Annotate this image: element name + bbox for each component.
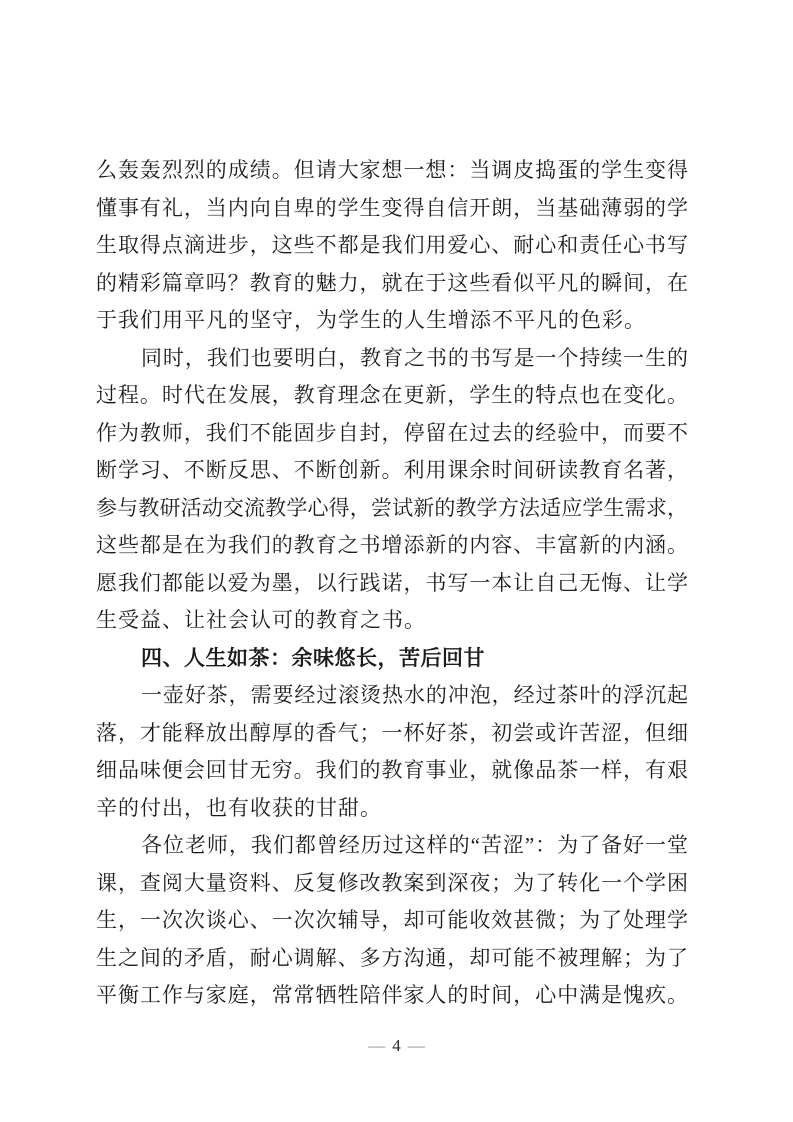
body-text-line: 一壶好茶，需要经过滚烫热水的冲泡，经过茶叶的浮沉起 bbox=[141, 683, 688, 707]
body-text-line: 各位老师，我们都曾经历过这样的“苦涩”：为了备好一堂 bbox=[141, 833, 688, 857]
page-footer bbox=[0, 1034, 793, 1058]
footer-dash-left: — bbox=[368, 1036, 386, 1055]
body-text-line: 懂事有礼，当内向自卑的学生变得自信开朗，当基础薄弱的学 bbox=[96, 195, 688, 220]
body-text-line: 课，查阅大量资料、反复修改教案到深夜；为了转化一个学困 bbox=[96, 870, 688, 895]
body-text-line: 生之间的矛盾，耐心调解、多方沟通，却可能不被理解；为了 bbox=[96, 945, 688, 970]
body-text-line: 愿我们都能以爱为墨，以行践诺，书写一本让自己无悔、让学 bbox=[96, 570, 688, 595]
section-heading: 四、人生如茶：余味悠长，苦后回甘 bbox=[141, 645, 485, 670]
body-text-line: 参与教研活动交流教学心得，尝试新的教学方法适应学生需求， bbox=[96, 495, 688, 520]
body-text-line: 落，才能释放出醇厚的香气；一杯好茶，初尝或许苦涩，但细 bbox=[96, 720, 688, 745]
body-text-line: 么轰轰烈烈的成绩。但请大家想一想：当调皮捣蛋的学生变得 bbox=[96, 158, 688, 182]
body-text-line: 过程。时代在发展，教育理念在更新，学生的特点也在变化。 bbox=[96, 383, 688, 407]
body-text-line: 辛的付出，也有收获的甘甜。 bbox=[96, 795, 382, 820]
body-text-line: 平衡工作与家庭，常常牺牲陪伴家人的时间，心中满是愧疚。 bbox=[96, 983, 688, 1007]
body-text-line: 断学习、不断反思、不断创新。利用课余时间研读教育名著， bbox=[96, 458, 688, 482]
body-text-line: 细品味便会回甘无穷。我们的教育事业，就像品茶一样，有艰 bbox=[96, 758, 688, 782]
body-text-line: 同时，我们也要明白，教育之书的书写是一个持续一生的 bbox=[141, 345, 688, 370]
body-text-line: 这些都是在为我们的教育之书增添新的内容、丰富新的内涵。 bbox=[96, 533, 688, 557]
body-text-line: 的精彩篇章吗？教育的魅力，就在于这些看似平凡的瞬间，在 bbox=[96, 270, 688, 295]
page-number: 4 bbox=[392, 1036, 401, 1055]
body-text-line: 作为教师，我们不能固步自封，停留在过去的经验中，而要不 bbox=[96, 420, 688, 445]
body-text-line: 于我们用平凡的坚守，为学生的人生增添不平凡的色彩。 bbox=[96, 308, 646, 332]
body-text-line: 生受益、让社会认可的教育之书。 bbox=[96, 608, 426, 632]
document-body bbox=[96, 152, 688, 1015]
footer-dash-right: — bbox=[407, 1036, 425, 1055]
body-text-line: 生，一次次谈心、一次次辅导，却可能收效甚微；为了处理学 bbox=[96, 908, 688, 932]
body-text-line: 生取得点滴进步，这些不都是我们用爱心、耐心和责任心书写 bbox=[96, 233, 688, 257]
